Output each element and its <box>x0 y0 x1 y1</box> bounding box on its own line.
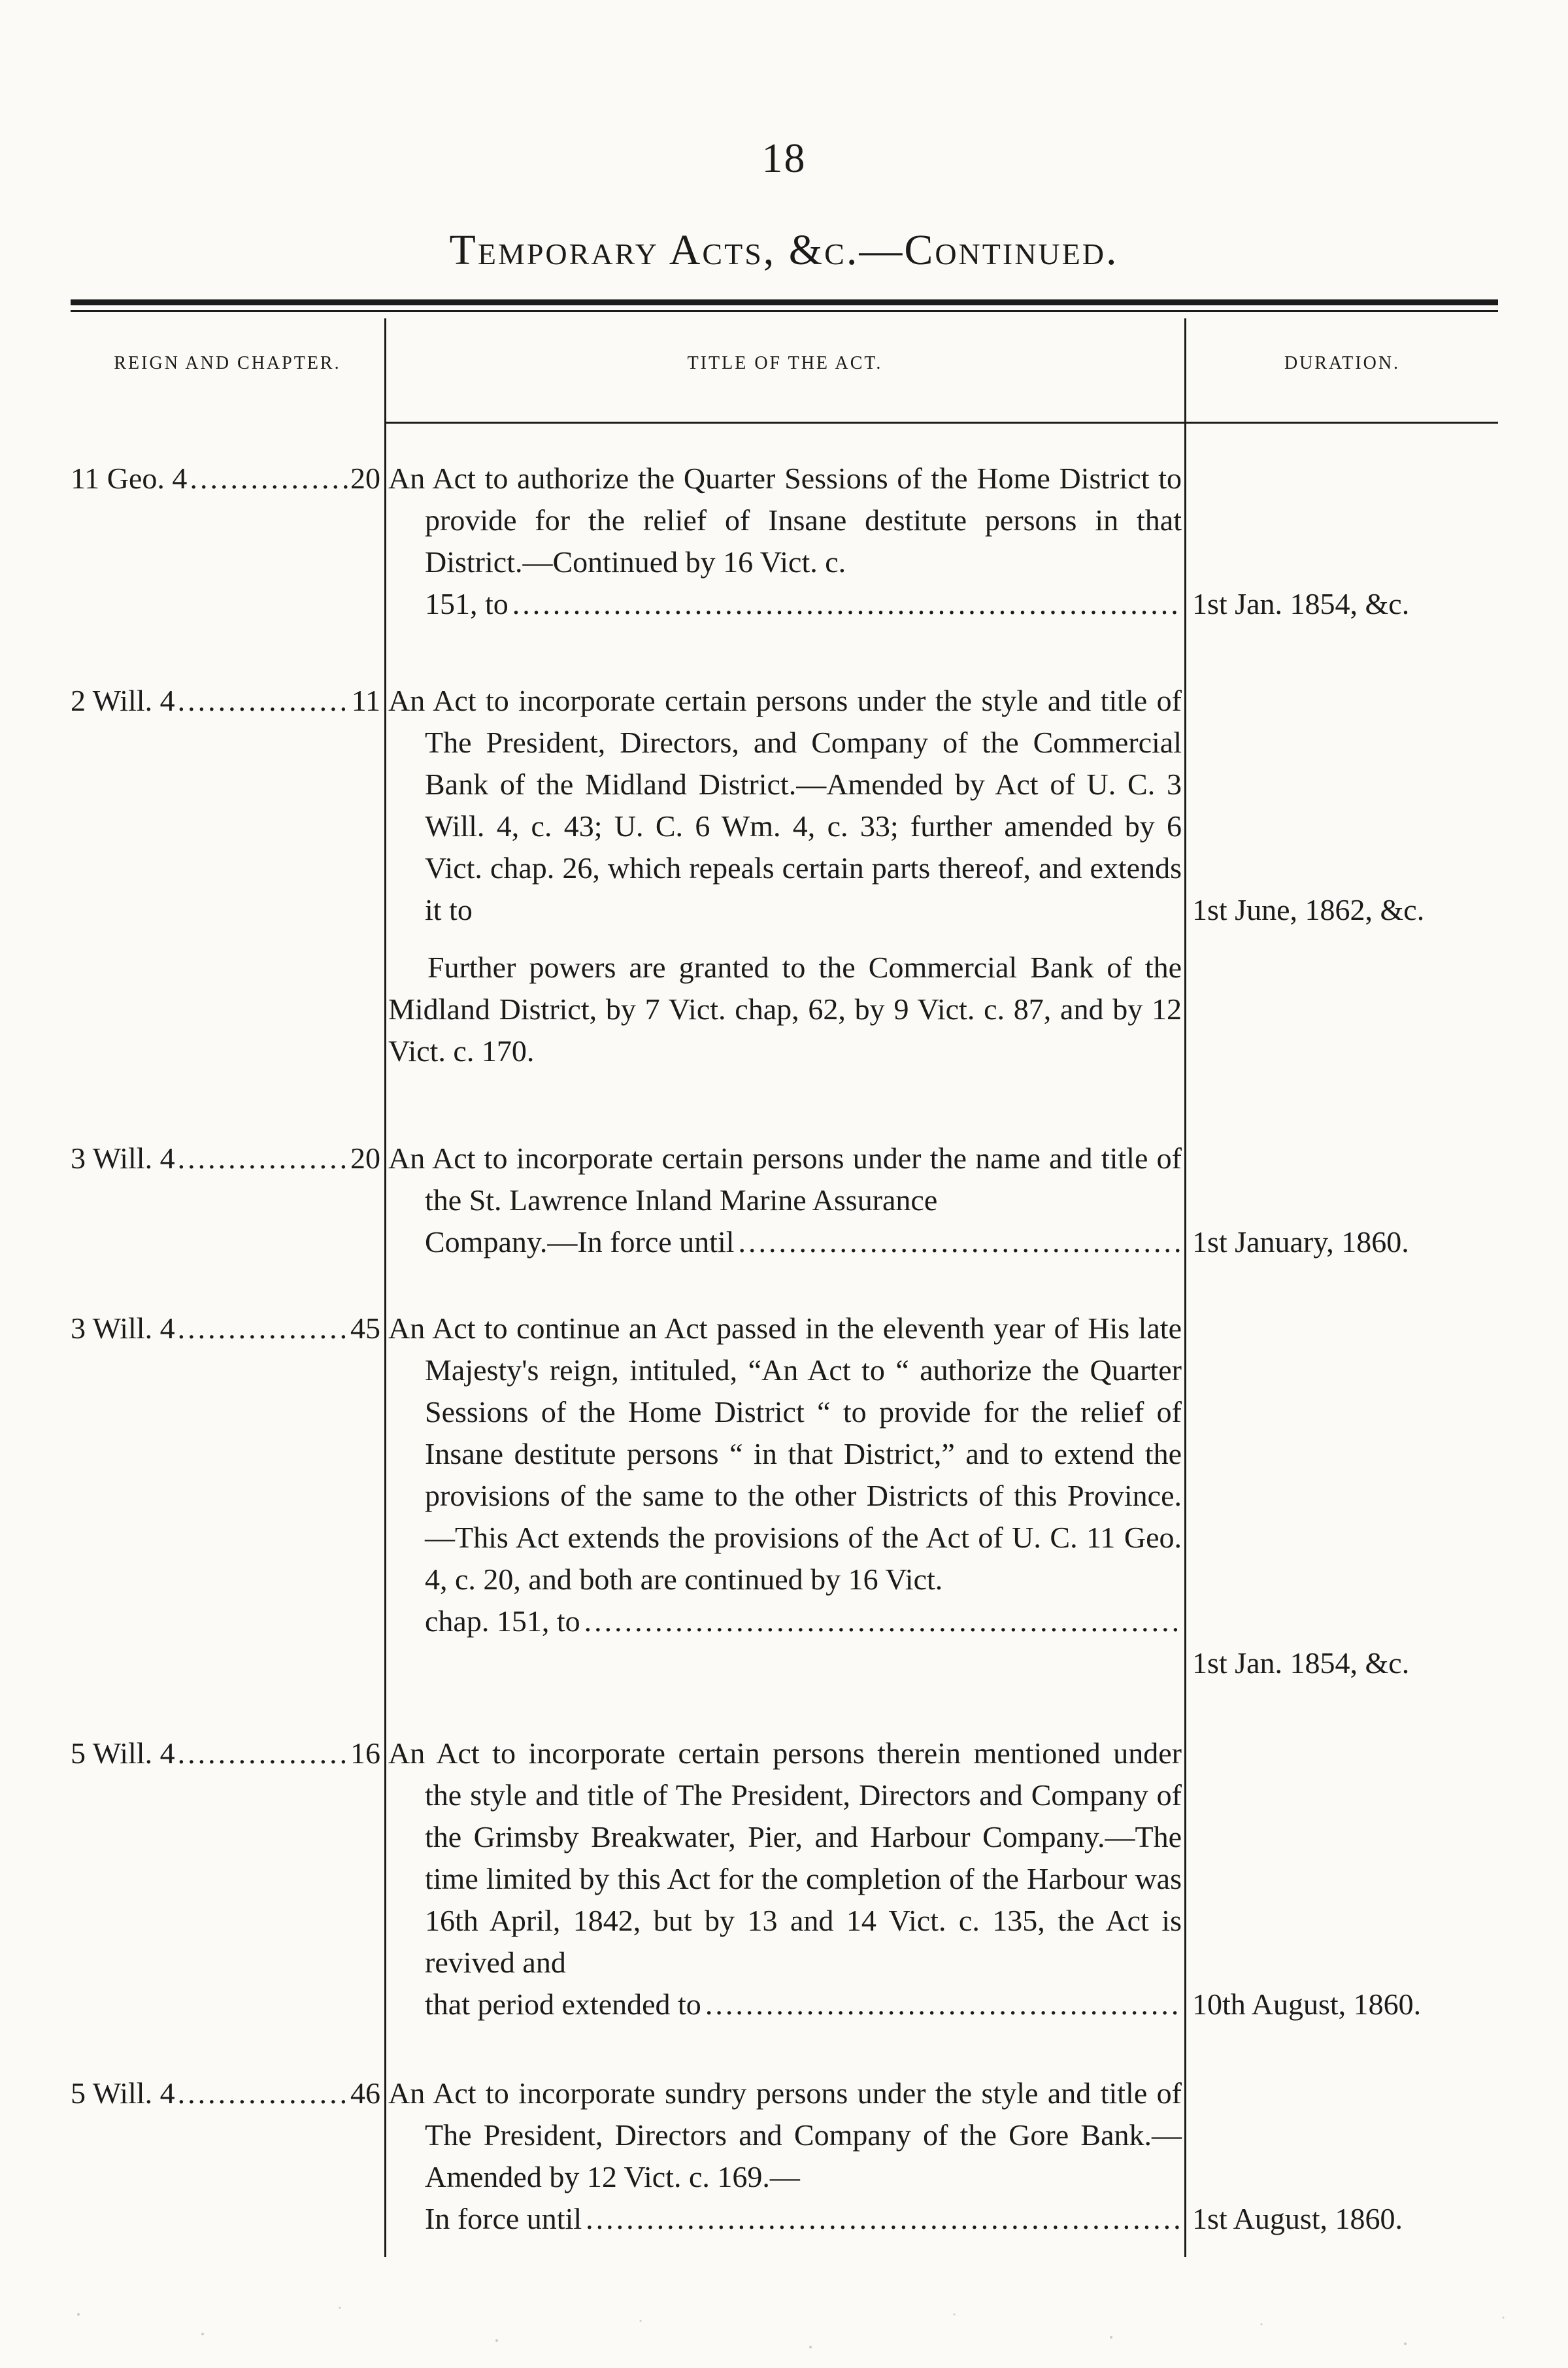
duration: 1st Jan. 1854, &c. <box>1192 587 1410 620</box>
dot-leader <box>584 1600 1182 1642</box>
page-number: 18 <box>761 135 807 181</box>
dot-leader <box>739 1221 1182 1263</box>
paper-specks <box>0 2288 1568 2368</box>
act-title-text: An Act to incorporate certain persons under the style and title of The President, Directors, and Company of the Commercial Bank of the Midland District.—Amended by Act of U. C. 3 Will. 4, c. 43; U. C. 6 Wm. 4, c. 33; further amended by 6 Vict. chap. 26, which repeals certain parts thereof, and extends it to <box>388 684 1182 926</box>
column-header-title: TITLE OF THE ACT. <box>687 353 883 373</box>
dot-leader <box>178 2072 348 2114</box>
act-title-text: An Act to continue an Act passed in the eleventh year of His late Majesty's reign, intituled, “An Act to “ authorize the Quarter Sessions of the Home District “ to provide for the relief of Insane destitute persons “ in that District,” and to extend the provisions of the same to the other Districts of this Province.—This Act extends the provisions of the Act of U. C. 11 Geo. 4, c. 20, and both are continued by 16 Vict. <box>388 1311 1182 1596</box>
act-title <box>388 2072 1182 2240</box>
act-title-text: An Act to incorporate sundry persons under the style and title of The President, Directors and Company of the Gore Bank.—Amended by 12 Vict. c. 169.— <box>388 2076 1182 2193</box>
reign-and-chapter <box>71 1308 380 1349</box>
dot-leader <box>586 2198 1182 2240</box>
act-title <box>388 458 1182 625</box>
duration: 1st Jan. 1854, &c. <box>1192 1646 1410 1680</box>
reign: 2 Will. 4 <box>71 684 175 717</box>
act-title-text: An Act to incorporate certain persons under the name and title of the St. Lawrence Inland Marine Assurance <box>388 1142 1182 1217</box>
column-header-reign: REIGN AND CHAPTER. <box>114 353 341 373</box>
dot-leader <box>705 1984 1182 2025</box>
chapter: 11 <box>351 684 380 717</box>
dot-leader <box>512 583 1182 625</box>
leader-text: chap. 151, to <box>425 1604 580 1638</box>
page-title: Temporary Acts, &c.—Continued. <box>449 226 1119 274</box>
act-note: Further powers are granted to the Commercial Bank of the Midland District, by 7 Vict. chap, 62, by 9 Vict. c. 87, and by 12 Vict. c. 170. <box>388 951 1182 1068</box>
reign-and-chapter <box>71 1733 380 1774</box>
act-title-text: An Act to authorize the Quarter Sessions of the Home District to provide for the relief of Insane destitute persons in that District.—Continued by 16 Vict. c. <box>388 462 1182 579</box>
chapter: 45 <box>350 1311 380 1345</box>
act-title <box>388 1733 1182 2025</box>
act-title <box>388 1308 1182 1642</box>
act-title <box>388 680 1182 1072</box>
reign-and-chapter <box>71 680 380 722</box>
chapter: 20 <box>350 1142 380 1175</box>
column-divider-left <box>384 318 386 2257</box>
act-title-text: An Act to incorporate certain persons therein mentioned under the style and title of The President, Directors and Company of the Grimsby Breakwater, Pier, and Harbour Company.—The time limited by this Act for the completion of the Harbour was 16th April, 1842, but by 13 and 14 Vict. c. 135, the Act is revived and <box>388 1736 1182 1979</box>
act-title <box>388 1138 1182 1263</box>
reign: 3 Will. 4 <box>71 1311 175 1345</box>
dot-leader <box>178 1138 348 1179</box>
chapter: 46 <box>350 2076 380 2110</box>
leader-line <box>388 2198 1182 2240</box>
top-rule-thick <box>71 299 1498 305</box>
reign-and-chapter <box>71 2072 380 2114</box>
leader-line <box>388 1221 1182 1263</box>
leader-text: In force until <box>425 2202 582 2235</box>
dot-leader <box>178 680 349 722</box>
leader-text: that period extended to <box>425 1987 701 2021</box>
duration: 1st August, 1860. <box>1192 2202 1403 2235</box>
leader-text: 151, to <box>425 587 509 620</box>
reign: 5 Will. 4 <box>71 2076 175 2110</box>
reign-and-chapter <box>71 458 380 499</box>
duration: 10th August, 1860. <box>1192 1987 1422 2021</box>
chapter: 20 <box>350 462 380 495</box>
duration: 1st January, 1860. <box>1192 1225 1409 1259</box>
leader-line <box>388 1984 1182 2025</box>
reign: 3 Will. 4 <box>71 1142 175 1175</box>
chapter: 16 <box>350 1736 380 1770</box>
duration: 1st June, 1862, &c. <box>1192 893 1425 926</box>
column-header-duration: DURATION. <box>1284 353 1401 373</box>
top-rule-thin <box>71 310 1498 312</box>
dot-leader <box>190 458 348 499</box>
leader-line <box>388 583 1182 625</box>
reign-and-chapter <box>71 1138 380 1179</box>
header-rule <box>386 422 1498 424</box>
dot-leader <box>178 1733 348 1774</box>
reign: 5 Will. 4 <box>71 1736 175 1770</box>
dot-leader <box>178 1308 348 1349</box>
reign: 11 Geo. 4 <box>71 462 188 495</box>
leader-line <box>388 1600 1182 1642</box>
leader-text: Company.—In force until <box>425 1225 735 1259</box>
column-divider-right <box>1184 318 1186 2257</box>
